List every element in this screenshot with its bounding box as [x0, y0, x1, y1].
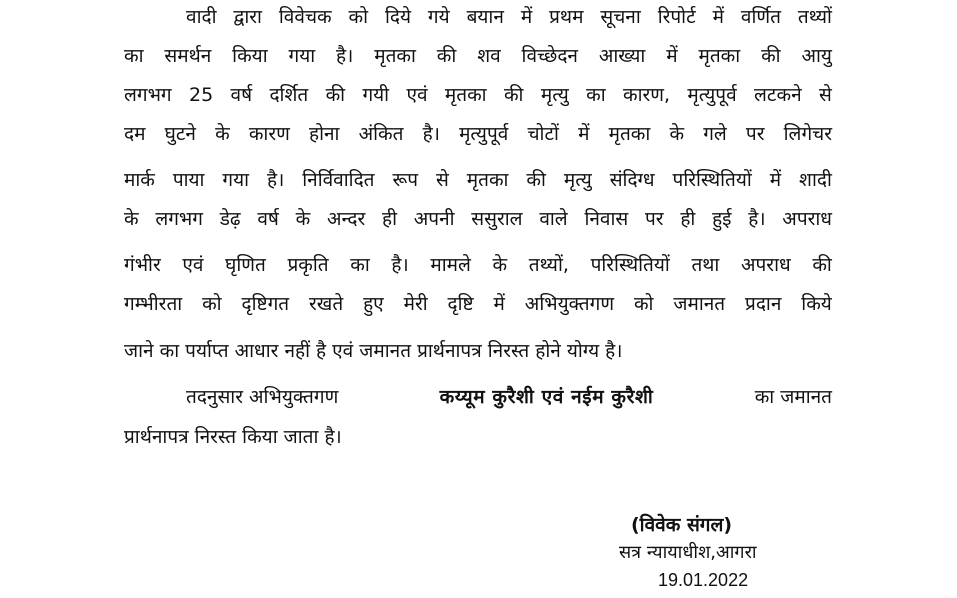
word: दर्शित [269, 84, 309, 106]
word: रूप [392, 169, 419, 191]
order-conclusion: प्रार्थनापत्र निरस्त किया जाता है। [124, 426, 342, 448]
word: की [526, 169, 546, 191]
word: ससुराल [471, 208, 523, 230]
word: में [666, 45, 678, 67]
word: लटकने [754, 84, 802, 106]
word: किया [232, 45, 268, 67]
word: रिपोर्ट [657, 6, 696, 28]
word: से [435, 169, 449, 191]
word: गया [222, 169, 250, 191]
word: अभियुक्तगण [524, 293, 615, 315]
word: रखते [309, 293, 344, 315]
word: पर [644, 208, 664, 230]
word: की [325, 84, 346, 106]
word: मामले [430, 254, 471, 276]
word: घृणित [225, 254, 266, 276]
word: प्रकृति [287, 254, 329, 276]
word: के [295, 208, 311, 230]
word: को [202, 293, 222, 315]
word: में [712, 6, 724, 28]
word: परिस्थितियों [590, 254, 670, 276]
word: में [493, 293, 505, 315]
word: तथा [691, 254, 720, 276]
word: अपनी [413, 208, 455, 230]
word: मृत्यु [563, 169, 592, 191]
word: गये [427, 6, 450, 28]
word: गंभीर [124, 254, 161, 276]
word: को [633, 293, 654, 315]
text-line [186, 4, 832, 30]
word: आयु [801, 45, 832, 67]
word: पाया [172, 169, 205, 191]
word: की [761, 45, 781, 67]
word: डेढ़ [219, 208, 241, 230]
word: प्रथम [549, 6, 584, 28]
word: लगभग [155, 208, 203, 230]
word: का [586, 84, 606, 106]
word: मृतका [444, 84, 487, 106]
word: विच्छेदन [521, 45, 578, 67]
word: निवास [584, 208, 629, 230]
word: एवं [406, 84, 428, 106]
word: मृत्युपूर्व [687, 84, 737, 106]
word: वर्ष [230, 84, 253, 106]
order-date: 19.01.2022 [658, 570, 749, 590]
order-line-2 [124, 424, 342, 450]
word: है। [336, 45, 354, 67]
order-line-1 [186, 384, 832, 410]
word: ही [680, 208, 696, 230]
word: के [124, 208, 139, 230]
word: हुई [712, 208, 732, 230]
word: की [436, 45, 457, 67]
word: का [350, 254, 370, 276]
judge-designation: सत्र न्यायाधीश,आगरा [619, 542, 757, 563]
order-prefix: तदनुसार अभियुक्तगण [186, 386, 339, 408]
word: अंकित [358, 123, 404, 145]
text-line [124, 291, 832, 317]
text-line [124, 167, 832, 193]
text-line [124, 252, 832, 278]
word: हुए [363, 293, 384, 315]
word: 25 [189, 84, 214, 106]
word: एवं [182, 254, 204, 276]
text-line [124, 121, 832, 147]
word: वादी [186, 6, 217, 28]
word: ही [382, 208, 398, 230]
word: मृतका [374, 45, 416, 67]
text-line [124, 82, 832, 108]
word: दृष्टि [447, 293, 474, 315]
word: का [124, 45, 144, 67]
word: लिगेचर [783, 123, 832, 145]
word: दृष्टिगत [241, 293, 290, 315]
accused-names: कय्यूम कुरैशी एवं नईम कुरैशी [439, 386, 654, 408]
word: मृत्यु [540, 84, 569, 106]
order-suffix: का जमानत [754, 386, 832, 408]
word: समर्थन [164, 45, 212, 67]
word: के [215, 123, 230, 145]
word: है। [267, 169, 285, 191]
text-line [124, 43, 832, 69]
word: बयान [466, 6, 504, 28]
text-line [124, 206, 832, 232]
word: मेरी [403, 293, 428, 315]
word: वाले [539, 208, 568, 230]
word: है। [391, 254, 409, 276]
word: अपराध [741, 254, 791, 276]
word: शव [477, 45, 501, 67]
word: गम्भीरता [124, 293, 183, 315]
word: की [812, 254, 832, 276]
word: तथ्यों [797, 6, 832, 28]
word: के [492, 254, 508, 276]
word: शादी [799, 169, 832, 191]
word: कारण, [622, 84, 671, 106]
word: चोटों [527, 123, 559, 145]
word: गया [288, 45, 316, 67]
word: में [769, 169, 782, 191]
word: मृतका [698, 45, 741, 67]
word: सूचना [600, 6, 641, 28]
word: कारण [248, 123, 290, 145]
word: परिस्थितियों [672, 169, 752, 191]
word: पर [745, 123, 765, 145]
word: मार्क [124, 169, 155, 191]
word: गले [703, 123, 727, 145]
word: होना [309, 123, 340, 145]
judge-name: (विवेक संगल) [631, 514, 733, 536]
word: द्वारा [233, 6, 262, 28]
word: मृत्युपूर्व [459, 123, 509, 145]
word: वर्णित [740, 6, 781, 28]
text-line [124, 338, 832, 364]
word: दम [124, 123, 146, 145]
word: मृतका [466, 169, 509, 191]
word: प्रदान [745, 293, 782, 315]
word: आख्या [598, 45, 646, 67]
word: है। [748, 208, 766, 230]
word: निर्विवादित [302, 169, 375, 191]
word: तथ्यों, [528, 254, 569, 276]
word: में [578, 123, 590, 145]
word: जमानत [673, 293, 726, 315]
word: मृतका [608, 123, 651, 145]
word: दिये [384, 6, 411, 28]
word: संदिग्ध [609, 169, 655, 191]
word: अन्दर [327, 208, 366, 230]
word: विवेचक [278, 6, 332, 28]
word: से [818, 84, 832, 106]
word: है। [422, 123, 440, 145]
word: में [520, 6, 533, 28]
word: घुटने [164, 123, 196, 145]
word: की [503, 84, 524, 106]
word: के [669, 123, 685, 145]
word: वर्ष [257, 208, 279, 230]
word: लगभग [124, 84, 172, 106]
word: को [348, 6, 369, 28]
text-line-content: जाने का पर्याप्त आधार नहीं है एवं जमानत प्रार्थनापत्र निरस्त होने योग्य है। [124, 340, 623, 362]
word: गयी [362, 84, 390, 106]
word: किये [801, 293, 832, 315]
word: अपराध [782, 208, 832, 230]
